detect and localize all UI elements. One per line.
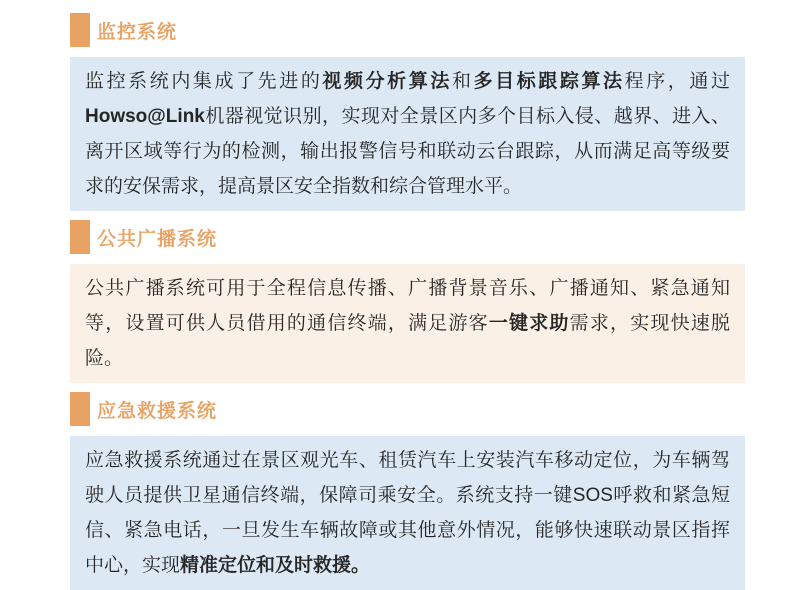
section-title: 监控系统 bbox=[97, 21, 178, 43]
document-content bbox=[70, 0, 745, 590]
section-header bbox=[70, 392, 745, 426]
text-run: 机器视觉识别，实现对全景区内多个目标入侵、越界、进入、离开区域等行为的检测，输出报警信号和联动云台跟踪，从而满足高等级要求的安保需求，提高景区安全指数和综合管理水平。 bbox=[85, 106, 730, 197]
section-header bbox=[70, 220, 745, 254]
section-emergency-rescue-system bbox=[70, 392, 745, 590]
section-title: 应急救援系统 bbox=[97, 400, 218, 422]
orange-square-marker bbox=[70, 392, 90, 426]
bold-text-run: 一键求助 bbox=[488, 313, 570, 334]
bold-text-run: Howso@Link bbox=[85, 106, 205, 127]
section-paragraph bbox=[70, 264, 745, 383]
section-header bbox=[70, 13, 745, 47]
text-run: 和 bbox=[451, 71, 474, 92]
section-public-broadcast-system bbox=[70, 220, 745, 383]
section-paragraph bbox=[70, 57, 745, 211]
bold-text-run: 精准定位和及时救援。 bbox=[180, 555, 371, 576]
text-run: 需求，实现快速脱险。 bbox=[85, 313, 730, 369]
bold-text-run: 视频分析算法 bbox=[322, 71, 452, 92]
text-run: 公共广播系统可用于全程信息传播、广播背景音乐、广播通知、紧急通知等，设置可供人员借用的通信终端，满足游客 bbox=[85, 278, 730, 334]
text-run: 监控系统内集成了先进的 bbox=[85, 71, 323, 92]
section-paragraph bbox=[70, 436, 745, 590]
text-run: 应急救援系统通过在景区观光车、租赁汽车上安装汽车移动定位，为车辆驾驶人员提供卫星通信终端，保障司乘安全。系统支持一键SOS呼救和紧急短信、紧急电话，一旦发生车辆故障或其他意外情况，能够快速联动景区指挥中心，实现 bbox=[85, 450, 730, 576]
orange-square-marker bbox=[70, 220, 90, 254]
text-run: 程序，通过 bbox=[624, 71, 730, 92]
section-monitoring-system bbox=[70, 13, 745, 211]
bold-text-run: 多目标跟踪算法 bbox=[473, 71, 625, 92]
section-title: 公共广播系统 bbox=[97, 228, 218, 250]
orange-square-marker bbox=[70, 13, 90, 47]
